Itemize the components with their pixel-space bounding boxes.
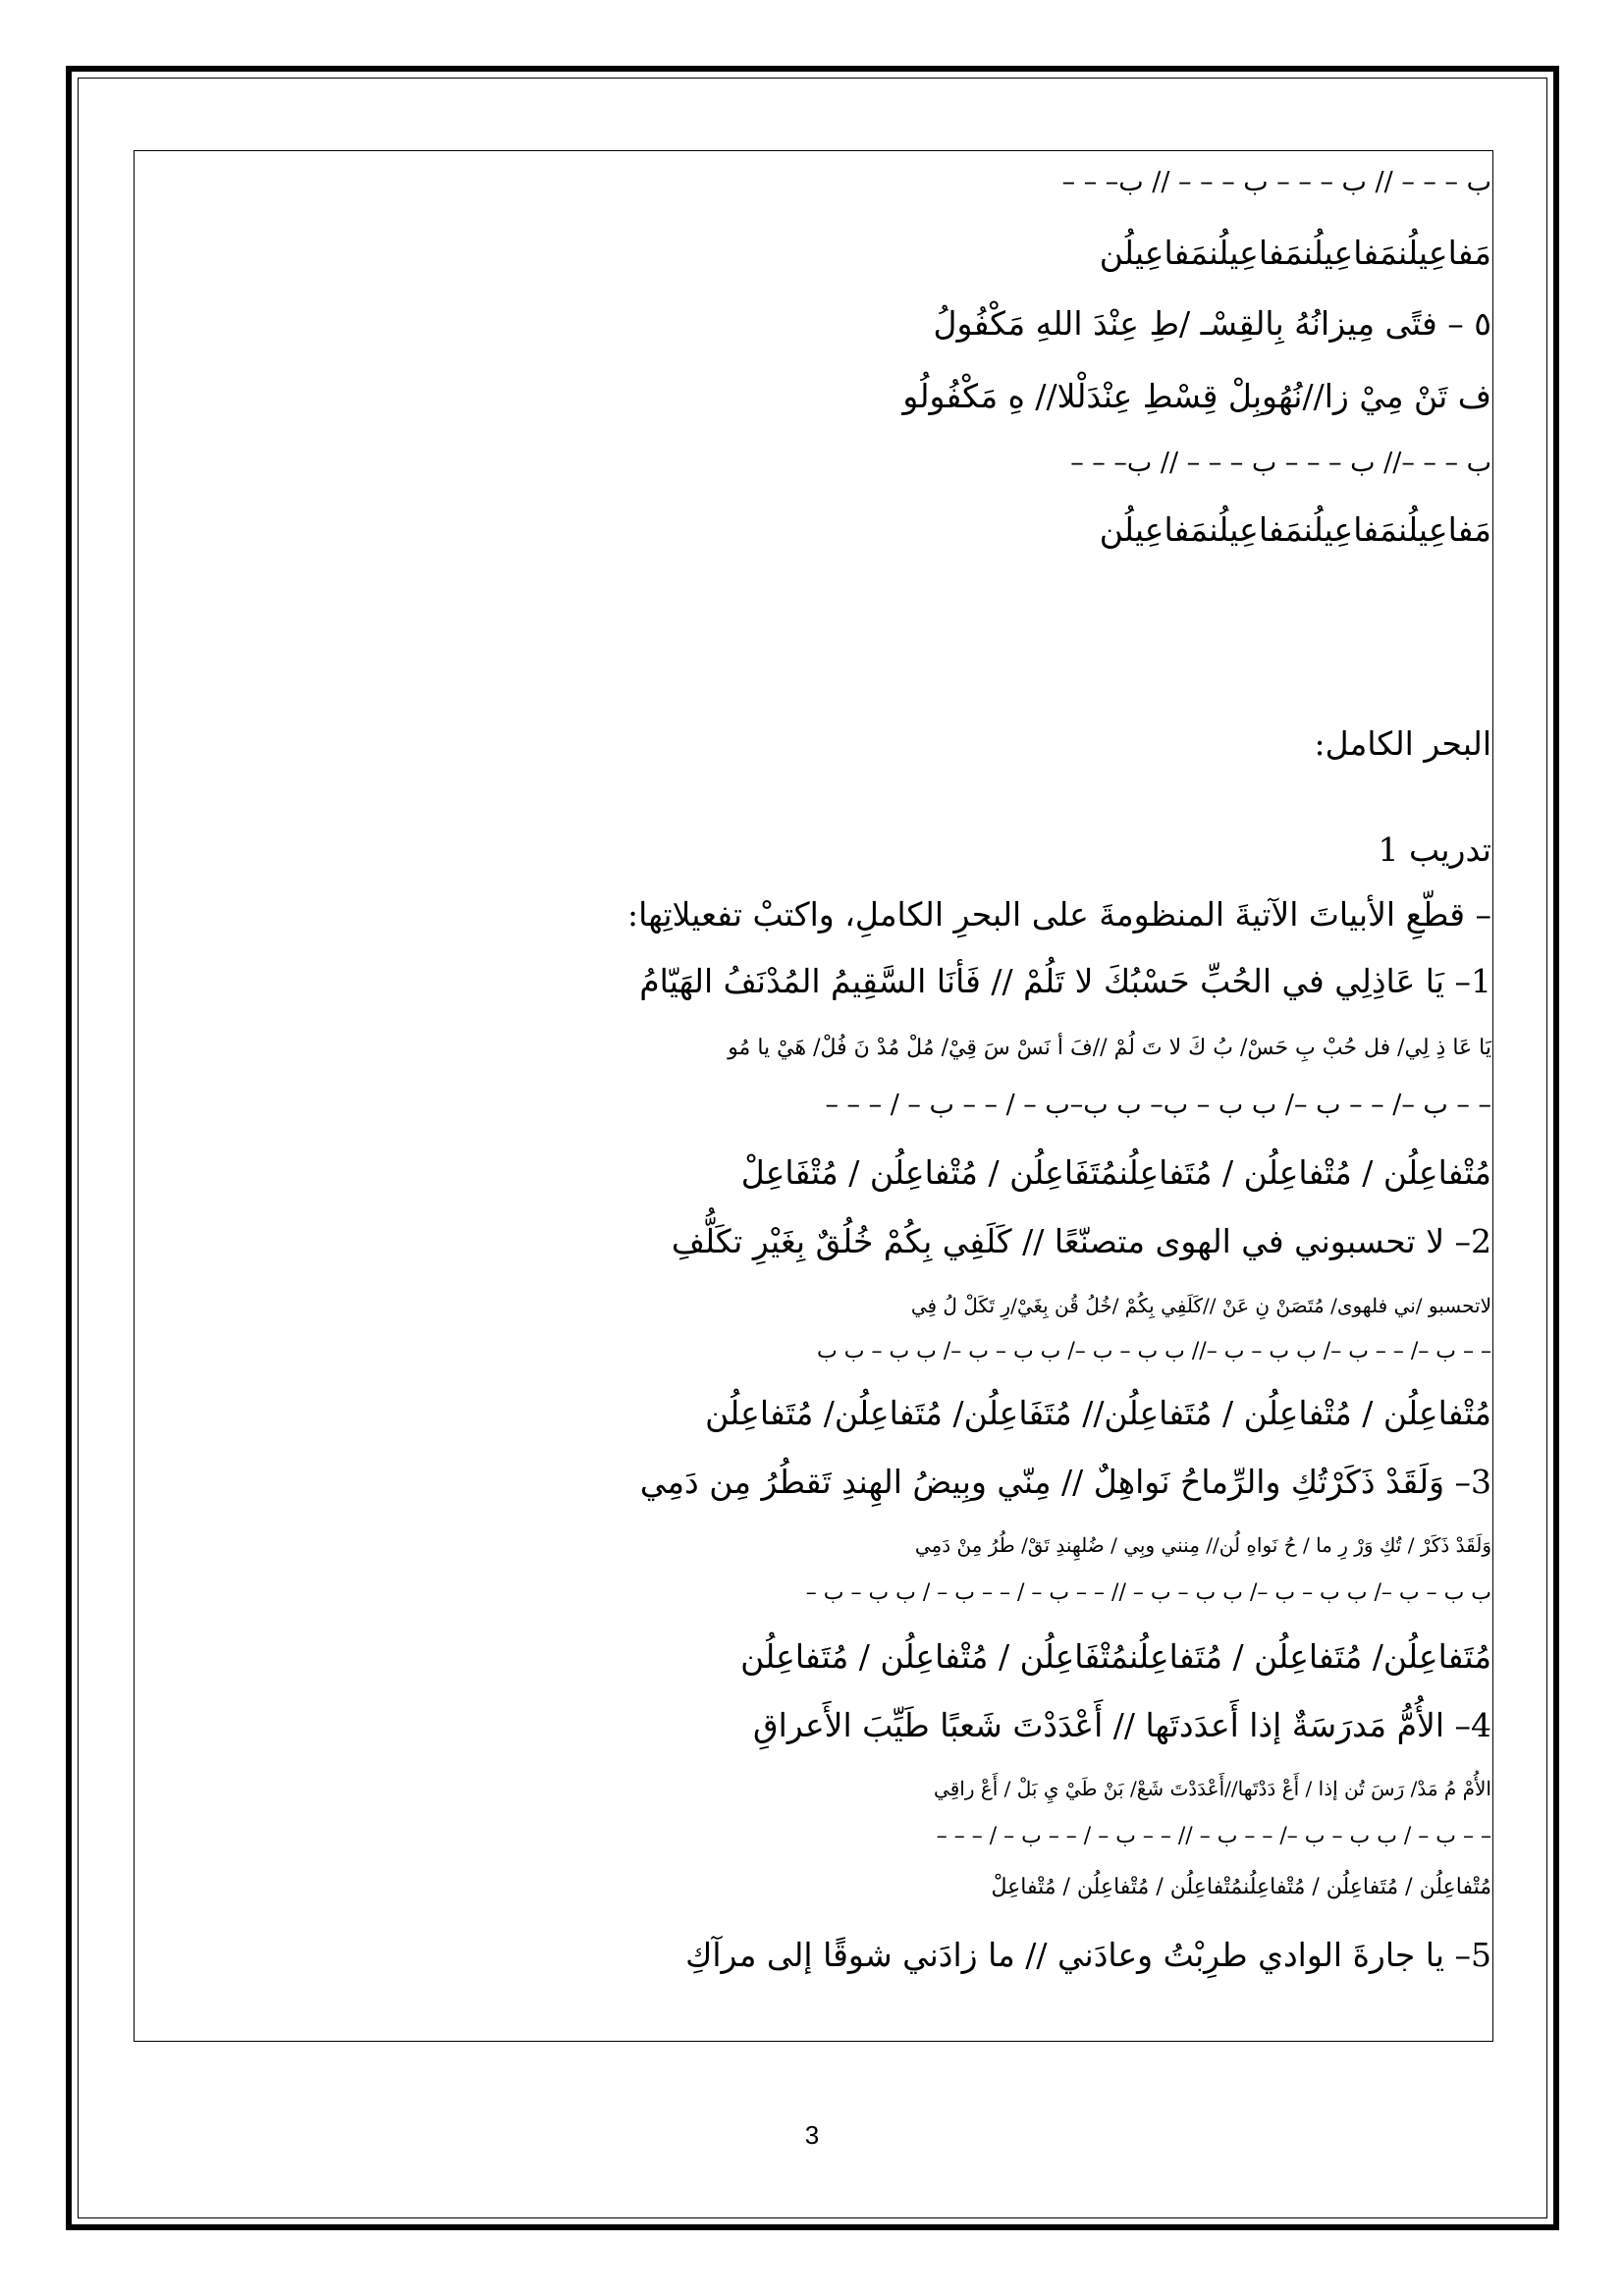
meter-pattern-line: مُتَفاعِلُن/ مُتَفاعِلُن / مُتَفاعِلُنمُتْفَاعِلُن / مُتْفاعِلُن / مُتَفاعِلُن xyxy=(740,1637,1491,1676)
meter-marks-line: ب – – –// ب – – – ب – – – // ب– – – xyxy=(1070,448,1491,478)
verse-line: 1– يَا عَاذِلِي في الحُبِّ حَسْبُكَ لا تَلُمْ // فَأنَا السَّقِيمُ المُدْنَفُ الهَيّامُ xyxy=(639,962,1491,1000)
meter-pattern-line: مَفاعِيلُنمَفاعِيلُنمَفاعِيلُنمَفاعِيلُن xyxy=(1099,510,1491,549)
verse-line: 4– الأُمُّ مَدرَسَةٌ إذا أَعدَدتَها // أَعْدَدْتَ شَعبًا طَيِّبَ الأَعراقِ xyxy=(752,1706,1491,1744)
scansion-line: لاتحسبو /ني فلهوى/ مُتَصَنْ نِ عَنْ //كَلَفِي بِكُمْ /خُلُ قُن بِغَيْ/رِ تَكَلْ لُ فِي xyxy=(910,1294,1491,1317)
meter-marks-line: – – ب – / ب ب – ب –/ – – ب – // – – ب – / – – ب – / – – – xyxy=(936,1824,1491,1848)
meter-marks-line: ب ب – ب –/ ب ب – ب –/ ب ب – ب – // – – ب – / – – ب – / ب ب – ب – xyxy=(805,1580,1491,1605)
meter-marks-line: – – ب –/ – – ب –/ ب ب – ب –// ب ب – ب –/ ب ب – ب –/ ب ب – ب ب xyxy=(817,1339,1491,1363)
scansion-line: وَلَقَدْ ذَكَرْ / تُكِ وَرْ رِ ما / حُ نَواهِ لُن// مِنني وبِي / ضُلهِندِ تَقْ/ طُرُ مِنْ دَمِي xyxy=(914,1533,1491,1557)
meter-marks-line: ب – – – // ب – – – ب – – – // ب– – – xyxy=(1061,167,1491,197)
verse-line: 2– لا تحسبوني في الهوى متصنّعًا // كَلَفِي بِكُمْ خُلُقٌ بِغَيْرِ تكَلُّفِ xyxy=(671,1222,1491,1260)
meter-pattern-line: مُتْفاعِلُن / مُتْفاعِلُن / مُتَفاعِلُنمُتَفَاعِلُن / مُتْفاعِلُن / مُتْفَاعِلْ xyxy=(740,1153,1491,1192)
meter-pattern-line: مَفاعِيلُنمَفاعِيلُنمَفاعِيلُنمَفاعِيلُن xyxy=(1099,234,1491,272)
exercise-instruction: – قطّعِ الأبياتَ الآتيةَ المنظومةَ على البحرِ الكاملِ، واكتبْ تفعيلاتِها: xyxy=(627,895,1491,934)
scansion-line: الأُمْ مُ مَدْ/ رَسَ تُن إذا / أَعْ دَدْتَها//أَعْدَدْتَ شَعْ/ بَنْ طَيْ يِ بَلْ / أَعْ راقِي xyxy=(934,1777,1491,1800)
scansion-line: يَا عَا ذِ لِي/ فل حُبْ بِ حَسْ/ بُ كَ لا تَ لُمْ //فَ أ نَسْ سَ قِيْ/ مُلْ مُدْ نَ فُلْ/ هَيْ يا مُو xyxy=(728,1036,1491,1060)
page-number: 3 xyxy=(804,2120,820,2150)
verse-line: ٥ – فتًى مِيزانُهُ بِالقِسْـ /طِ عِنْدَ اللهِ مَكْفُولُ xyxy=(933,304,1491,343)
scansion-line: ف تَنْ مِيْ زا//نُهُوبِلْ قِسْطِ عِنْدَلْلا// هِ مَكْفُولُو xyxy=(902,377,1491,415)
meter-pattern-line: مُتْفاعِلُن / مُتْفاعِلُن / مُتَفاعِلُن// مُتَفَاعِلُن/ مُتَفاعِلُن/ مُتَفاعِلُن xyxy=(705,1394,1491,1432)
verse-line: 5– يا جارةَ الوادي طرِبْتُ وعادَني // ما زادَني شوقًا إلى مرآكِ xyxy=(685,1936,1491,1974)
exercise-title: تدريب 1 xyxy=(1378,830,1491,869)
meter-marks-line: – – ب –/ – – ب –/ ب ب – ب– ب ب–ب – / – – ب – / – – – xyxy=(825,1090,1491,1120)
verse-line: 3– وَلَقَدْ ذَكَرْتُكِ والرِّماحُ نَواهِلٌ // مِنّي وبِيضُ الهِندِ تَقطُرُ مِن دَمِي xyxy=(639,1463,1491,1501)
meter-pattern-line: مُتْفاعِلُن / مُتَفاعِلُن / مُتْفاعِلُنمُتْفاعِلُن / مُتْفاعِلُن / مُتْفاعِلْ xyxy=(991,1875,1491,1899)
section-heading: البحر الكامل: xyxy=(1314,724,1491,763)
